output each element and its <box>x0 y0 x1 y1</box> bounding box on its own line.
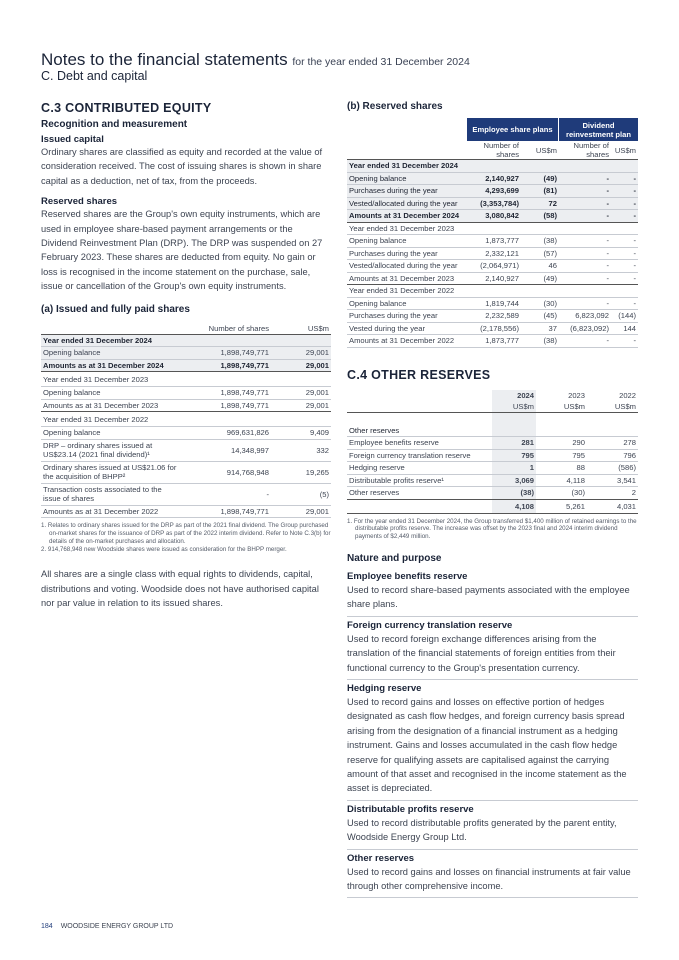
row-es-usd: 46 <box>521 260 559 273</box>
row-es-usd: 37 <box>521 322 559 335</box>
unit-2024: US$m <box>492 401 536 413</box>
row-drp-usd: - <box>611 210 638 223</box>
row-es-shares <box>467 160 521 173</box>
row-drp-shares: - <box>559 272 611 285</box>
issued-capital-heading: Issued capital <box>41 134 104 145</box>
row-2023: (30) <box>536 487 587 500</box>
row-es-shares: (2,178,556) <box>467 322 521 335</box>
table-row <box>347 185 638 198</box>
row-label: Opening balance <box>41 387 179 400</box>
row-shares: 1,898,749,771 <box>179 505 271 518</box>
row-drp-usd: - <box>611 335 638 348</box>
row-drp-shares: - <box>559 197 611 210</box>
row-es-shares: 2,140,927 <box>467 172 521 185</box>
col-es-usd: US$m <box>521 141 559 160</box>
table-row <box>347 285 638 298</box>
unit-2022: US$m <box>587 401 638 413</box>
row-shares: 914,768,948 <box>179 461 271 483</box>
closing-text: All shares are a single class with equal rights to dividends, capital, distributions and voting. Woodside does not have authorised capital nor par value in relation to its issued shares. <box>41 569 319 609</box>
row-2023: 795 <box>536 449 587 462</box>
nature-item-title: Employee benefits reserve <box>347 570 468 582</box>
c3-heading: C.3 CONTRIBUTED EQUITY <box>41 101 212 115</box>
row-drp-shares <box>559 222 611 235</box>
row-es-usd: (38) <box>521 235 559 248</box>
issued-capital-text: Ordinary shares are classified as equity and recorded at the value of consideration received. The cost of issuing shares is shown in share capital as a deduction, net of tax, from the proceeds. <box>41 147 323 186</box>
row-label: Purchases during the year <box>347 247 467 260</box>
right-column <box>347 101 638 898</box>
title-subtitle: for the year ended 31 December 2024 <box>292 56 470 68</box>
row-es-usd <box>521 222 559 235</box>
row-label: Vested during the year <box>347 322 467 335</box>
row-label: Amounts at 31 December 2024 <box>347 210 467 223</box>
table-c-body <box>347 437 638 500</box>
nature-item-text: Used to record gains and losses on financial instruments at fair value through other comprehensive income. <box>347 866 631 891</box>
table-row <box>41 399 331 412</box>
table-row <box>347 235 638 248</box>
row-usd: 9,409 <box>271 427 331 440</box>
reserved-shares-heading: Reserved shares <box>41 196 118 208</box>
unit-2023: US$m <box>536 401 587 413</box>
table-row <box>41 439 331 461</box>
left-column <box>41 101 331 611</box>
row-2024: 281 <box>492 437 536 450</box>
nature-item-title: Distributable profits reserve <box>347 803 474 815</box>
table-row <box>347 260 638 273</box>
row-usd <box>271 412 331 427</box>
row-drp-shares: (6,823,092) <box>559 322 611 335</box>
reserved-shares-text: Reserved shares are the Group's own equity instruments, which are used in employee share-based payment arrangements or the Dividend Reinvestment Plan (DRP). The DRP was suspended on 27 February 2023. These shares are deducted from equity. No gain or loss is recognised in the income statement on the purchase, sale, issue or cancellation of the Group's own equity instruments. <box>41 209 323 292</box>
row-2024: 1 <box>492 462 536 475</box>
row-shares: 1,898,749,771 <box>179 387 271 400</box>
row-label: Year ended 31 December 2023 <box>41 372 179 387</box>
row-label: Amounts as at 31 December 2023 <box>41 399 179 412</box>
col-es-shares: Number of shares <box>467 141 521 160</box>
row-usd: 332 <box>271 439 331 461</box>
table-row <box>347 335 638 348</box>
row-label: Employee benefits reserve <box>347 437 492 450</box>
table-a-header <box>41 323 331 335</box>
row-shares <box>179 372 271 387</box>
row-drp-shares <box>559 285 611 298</box>
row-2023: 88 <box>536 462 587 475</box>
row-2022: 278 <box>587 437 638 450</box>
table-b-body <box>347 160 638 348</box>
row-es-usd: (38) <box>521 335 559 348</box>
list-item <box>347 680 638 801</box>
row-2022: 2 <box>587 487 638 500</box>
row-2022: 3,541 <box>587 474 638 487</box>
row-shares: 1,898,749,771 <box>179 399 271 412</box>
total-2024: 4,108 <box>492 499 536 513</box>
row-drp-shares: - <box>559 297 611 310</box>
row-drp-usd: - <box>611 197 638 210</box>
recognition-heading: Recognition and measurement <box>41 119 188 130</box>
row-usd <box>271 334 331 347</box>
col-drp-shares: Number of shares <box>559 141 611 160</box>
row-drp-usd: - <box>611 260 638 273</box>
group-headers <box>467 118 638 141</box>
nature-item-title: Foreign currency translation reserve <box>347 619 513 631</box>
row-label: Year ended 31 December 2024 <box>347 160 467 173</box>
row-es-usd: (58) <box>521 210 559 223</box>
row-label: DRP – ordinary shares issued at US$23.14 (2021 final dividend)¹ <box>41 439 179 461</box>
row-shares <box>179 334 271 347</box>
issued-shares-table <box>41 323 331 519</box>
reserved-table-header <box>347 141 638 160</box>
row-2023: 4,118 <box>536 474 587 487</box>
row-usd: 29,001 <box>271 505 331 518</box>
c4-unit-row <box>347 401 638 413</box>
total-2023: 5,261 <box>536 499 587 513</box>
c4-spacer-row <box>347 413 638 425</box>
row-label: Opening balance <box>347 297 467 310</box>
c4-heading: C.4 OTHER RESERVES <box>347 367 491 382</box>
row-usd: 29,001 <box>271 359 331 372</box>
row-label: Ordinary shares issued at US$21.06 for the acquisition of BHPP² <box>41 461 179 483</box>
table-a-heading: (a) Issued and fully paid shares <box>41 303 190 315</box>
page-number: 184 <box>41 923 53 930</box>
row-label: Amounts at 31 December 2022 <box>347 335 467 348</box>
row-es-shares <box>467 222 521 235</box>
row-label: Amounts at 31 December 2023 <box>347 272 467 285</box>
table-a-body <box>41 334 331 518</box>
table-row <box>347 222 638 235</box>
row-es-usd: 72 <box>521 197 559 210</box>
row-es-shares: 1,873,777 <box>467 235 521 248</box>
page-title <box>41 50 470 70</box>
table-row <box>347 247 638 260</box>
row-label: Amounts as at 31 December 2022 <box>41 505 179 518</box>
total-2022: 4,031 <box>587 499 638 513</box>
c4-footnote: 1. For the year ended 31 December 2024, the Group transferred $1,400 million of retained earnings to the distributable profits reserve. The increase was offset by the 2023 final and 2024 interim dividend payments of $2,449 million. <box>347 517 637 541</box>
nature-item-text: Used to record gains and losses on effective portion of hedges designated as cash flow hedges, and foreign currency basis spread arising from the designation of a financial instrument as a hedging instrument. Gains and losses accumulated in the cash flow hedge reserve for qualifying assets are capitalised against the carrying amount of that asset and recognised in the income statement as the asset is depreciated. <box>347 696 627 794</box>
row-label: Year ended 31 December 2022 <box>41 412 179 427</box>
row-label: Purchases during the year <box>347 310 467 323</box>
row-es-usd: (81) <box>521 185 559 198</box>
row-usd: 29,001 <box>271 387 331 400</box>
row-usd: 29,001 <box>271 347 331 360</box>
table-row <box>347 197 638 210</box>
row-drp-shares: - <box>559 172 611 185</box>
table-row <box>347 172 638 185</box>
table-row <box>41 347 331 360</box>
row-drp-usd: (144) <box>611 310 638 323</box>
row-label: Purchases during the year <box>347 185 467 198</box>
table-row <box>41 505 331 518</box>
row-drp-usd: - <box>611 297 638 310</box>
table-row <box>41 461 331 483</box>
group-dividend-reinvestment: Dividend reinvestment plan <box>559 118 638 141</box>
table-row <box>347 297 638 310</box>
table-row <box>41 412 331 427</box>
row-2023: 290 <box>536 437 587 450</box>
row-usd: (5) <box>271 483 331 505</box>
c4-total-row <box>347 499 638 513</box>
row-label: Vested/allocated during the year <box>347 260 467 273</box>
row-es-shares: 1,819,744 <box>467 297 521 310</box>
row-drp-shares: - <box>559 260 611 273</box>
row-es-usd <box>521 285 559 298</box>
reserved-shares-table <box>347 141 638 348</box>
nature-heading: Nature and purpose <box>347 552 442 564</box>
row-drp-shares: - <box>559 185 611 198</box>
nature-item-text: Used to record distributable profits generated by the parent entity, Woodside Energy Group Ltd. <box>347 817 617 843</box>
footer <box>41 923 173 930</box>
table-row <box>347 322 638 335</box>
year-2022: 2022 <box>619 390 636 400</box>
table-row <box>347 272 638 285</box>
table-row <box>41 334 331 347</box>
row-es-shares: (2,064,971) <box>467 260 521 273</box>
row-es-shares: 2,140,927 <box>467 272 521 285</box>
title-text: Notes to the financial statements <box>41 50 288 69</box>
row-es-shares: 2,232,589 <box>467 310 521 323</box>
row-drp-usd: 144 <box>611 322 638 335</box>
row-2022: 796 <box>587 449 638 462</box>
year-2023: 2023 <box>568 390 585 400</box>
row-shares: 969,631,826 <box>179 427 271 440</box>
row-usd: 29,001 <box>271 399 331 412</box>
row-2024: (38) <box>492 487 536 500</box>
row-es-shares: 4,293,699 <box>467 185 521 198</box>
table-row <box>41 372 331 387</box>
row-drp-usd: - <box>611 272 638 285</box>
col-shares: Number of shares <box>179 323 271 335</box>
row-2024: 3,069 <box>492 474 536 487</box>
table-row <box>347 449 638 462</box>
table-row <box>347 437 638 450</box>
row-drp-shares: 6,823,092 <box>559 310 611 323</box>
other-reserves-table <box>347 390 638 514</box>
c4-group-row <box>347 425 638 437</box>
list-item <box>347 568 638 617</box>
row-label: Hedging reserve <box>347 462 492 475</box>
row-usd <box>271 372 331 387</box>
row-drp-usd: - <box>611 185 638 198</box>
row-label: Distributable profits reserve¹ <box>347 474 492 487</box>
group-employee-share-plans: Employee share plans <box>467 118 558 141</box>
list-item <box>347 801 638 850</box>
nature-item-title: Hedging reserve <box>347 682 422 694</box>
col-usd: US$m <box>271 323 331 335</box>
table-row <box>41 483 331 505</box>
row-label: Vested/allocated during the year <box>347 197 467 210</box>
row-es-usd: (57) <box>521 247 559 260</box>
row-label: Amounts as at 31 December 2024 <box>41 359 179 372</box>
company-name: WOODSIDE ENERGY GROUP LTD <box>60 923 174 930</box>
row-es-usd: (49) <box>521 172 559 185</box>
table-row <box>347 210 638 223</box>
row-es-usd: (49) <box>521 272 559 285</box>
row-label: Transaction costs associated to the issue of shares <box>41 483 179 505</box>
c4-group-label: Other reserves <box>347 425 492 437</box>
row-drp-usd <box>611 222 638 235</box>
footnote-1: 1. Relates to ordinary shares issued for the DRP as part of the 2021 final dividend. The Group purchased on-market shares for the issuance of DRP as part of the 2022 interim dividend. Refer to Note C.3(b) for details of the on-market purchases and allocation. <box>41 522 331 545</box>
row-shares: 1,898,749,771 <box>179 359 271 372</box>
row-es-shares: 3,080,842 <box>467 210 521 223</box>
row-label: Foreign currency translation reserve <box>347 449 492 462</box>
row-shares: 1,898,749,771 <box>179 347 271 360</box>
row-2022: (586) <box>587 462 638 475</box>
nature-item-title: Other reserves <box>347 852 415 864</box>
table-row <box>347 487 638 500</box>
row-label: Other reserves <box>347 487 492 500</box>
row-es-usd <box>521 160 559 173</box>
row-drp-shares: - <box>559 210 611 223</box>
table-row <box>41 387 331 400</box>
footnote-2: 2. 914,768,948 new Woodside shares were issued as consideration for the BHPP merger. <box>41 545 287 553</box>
row-drp-shares <box>559 160 611 173</box>
col-drp-usd: US$m <box>611 141 638 160</box>
c4-year-row <box>347 390 638 402</box>
nature-item-text: Used to record foreign exchange differences arising from the translation of the financial statements of foreign entities from their functional currency to the Group's presentation currency. <box>347 633 616 673</box>
row-drp-usd: - <box>611 235 638 248</box>
row-es-usd: (30) <box>521 297 559 310</box>
list-item <box>347 850 638 899</box>
row-label: Opening balance <box>41 347 179 360</box>
section-title: C. Debt and capital <box>41 69 148 83</box>
row-label: Opening balance <box>41 427 179 440</box>
row-drp-shares: - <box>559 235 611 248</box>
row-2024: 795 <box>492 449 536 462</box>
row-drp-shares: - <box>559 335 611 348</box>
table-row <box>41 427 331 440</box>
year-2024: 2024 <box>492 390 536 402</box>
row-label: Year ended 31 December 2023 <box>347 222 467 235</box>
row-label: Opening balance <box>347 172 467 185</box>
row-drp-usd <box>611 160 638 173</box>
table-row <box>347 474 638 487</box>
row-shares: 14,348,997 <box>179 439 271 461</box>
nature-item-text: Used to record share-based payments associated with the employee share plans. <box>347 584 630 610</box>
row-es-shares: (3,353,784) <box>467 197 521 210</box>
table-row <box>347 310 638 323</box>
table-row <box>347 160 638 173</box>
row-shares <box>179 412 271 427</box>
row-es-shares <box>467 285 521 298</box>
table-row <box>347 462 638 475</box>
row-shares: - <box>179 483 271 505</box>
row-label: Year ended 31 December 2024 <box>41 334 179 347</box>
row-usd: 19,265 <box>271 461 331 483</box>
table-row <box>41 359 331 372</box>
row-drp-shares: - <box>559 247 611 260</box>
row-drp-usd <box>611 285 638 298</box>
row-drp-usd: - <box>611 247 638 260</box>
nature-list <box>347 568 638 899</box>
row-label: Opening balance <box>347 235 467 248</box>
reserved-table-heading: (b) Reserved shares <box>347 101 443 112</box>
row-label: Year ended 31 December 2022 <box>347 285 467 298</box>
row-es-usd: (45) <box>521 310 559 323</box>
row-drp-usd: - <box>611 172 638 185</box>
list-item <box>347 617 638 680</box>
row-es-shares: 1,873,777 <box>467 335 521 348</box>
row-es-shares: 2,332,121 <box>467 247 521 260</box>
